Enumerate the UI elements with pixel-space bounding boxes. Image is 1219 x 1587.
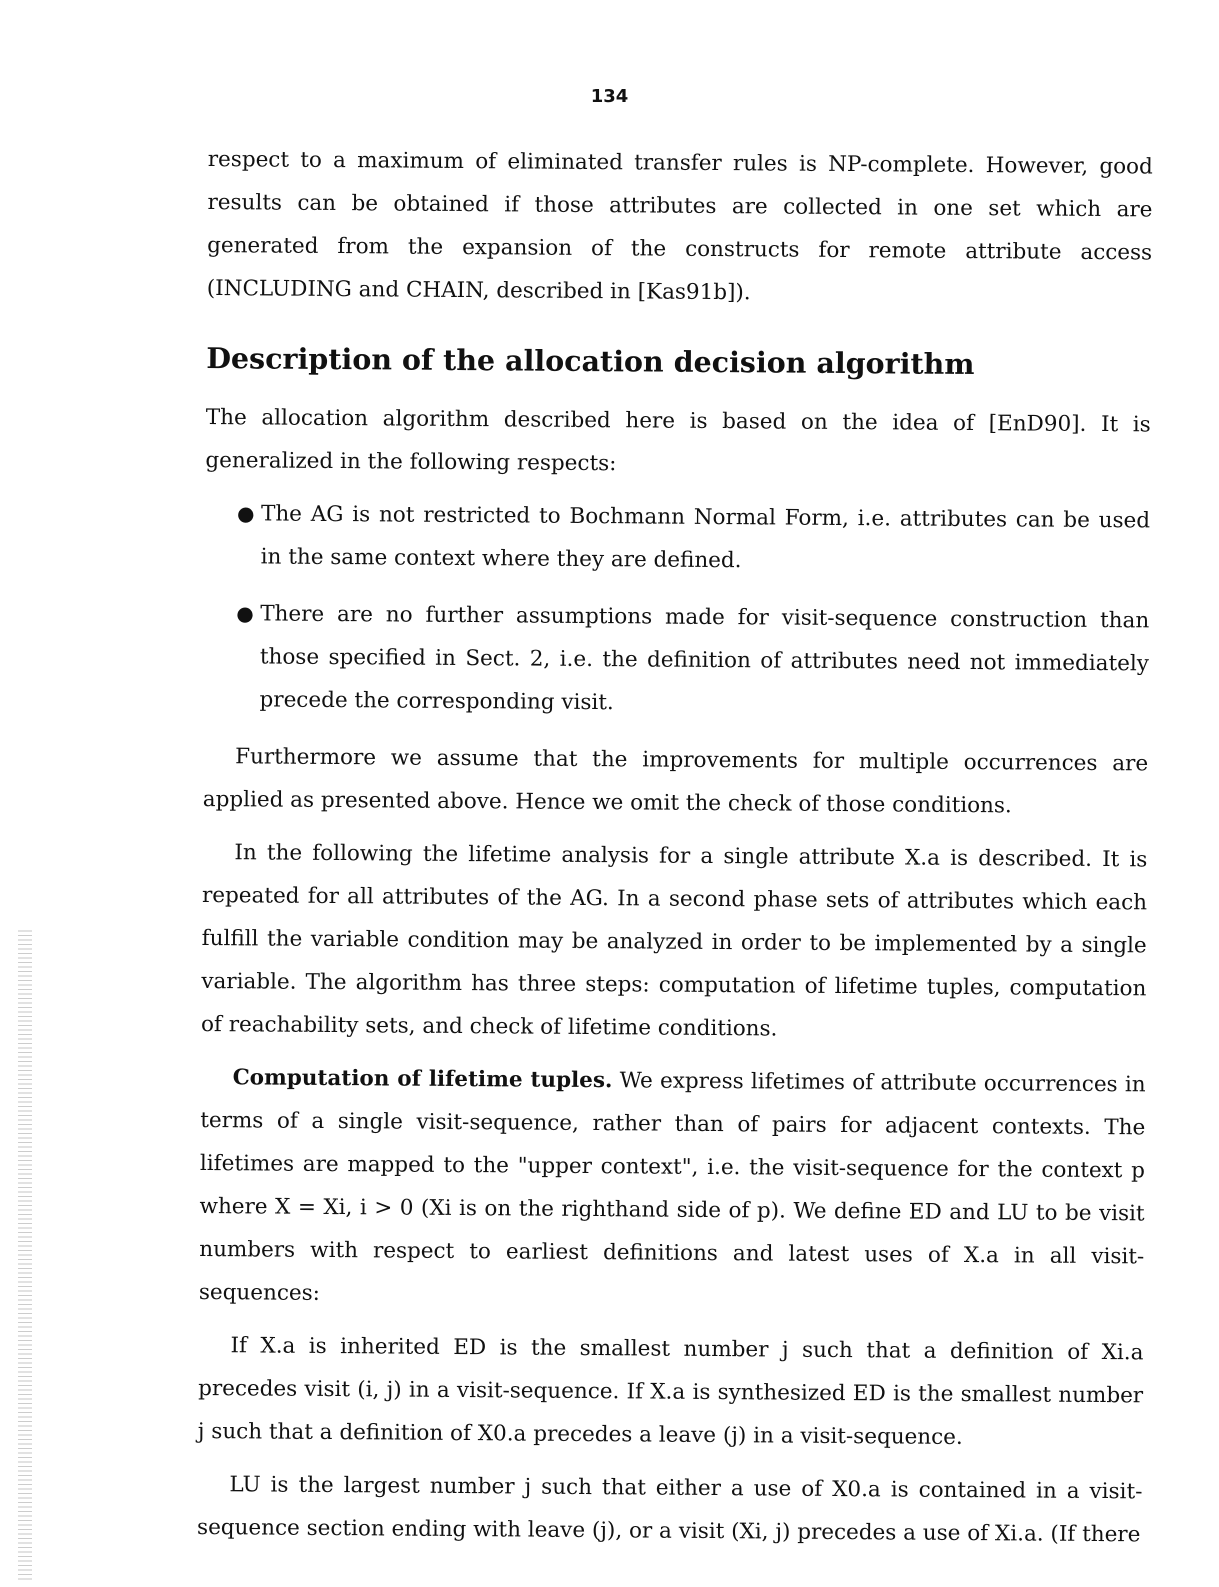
lifetime-analysis-paragraph: In the following the lifetime analysis for a single attribute X.a is described. It is repeated for all attributes of the AG. In a second phase sets of attributes which each fulfill the variable condition may be analyzed in order to be implemented by a single variable. The algorithm has three steps: computation of lifetime tuples, computation of reachability sets, and check of lifetime conditions. [200,840,1148,1042]
algorithm-intro-paragraph: The allocation algorithm described here is based on the idea of [EnD90]. It is generalized in the following respects: [205,404,1151,477]
list-item [205,492,1151,585]
list-item-text: The AG is not restricted to Bochmann Normal Form, i.e. attributes can be used in the same context where they are defined. [260,501,1151,574]
lifetime-tuples-text: We express lifetimes of attribute occurrences in terms of a single visit-sequence, rather than of pairs for adjacent contexts. The lifetimes are mapped to the "upper context", i.e. the visit-sequence for the context p where X = Xi, i > 0 (Xi is on the righthand side of p). We define ED and LU to be visit numbers with respect to earliest definitions and latest uses of X.a in all visit-sequences: [198,1068,1146,1306]
list-item [203,592,1149,728]
intro-paragraph: respect to a maximum of eliminated transfer rules is NP-complete. However, good results can be obtained if those attributes are collected in one set which are generated from the expansion of the constructs for remote attribute access (INCLUDING and CHAIN, described in [Kas91b]). [206,146,1153,306]
page-number: 134 [590,86,629,107]
bullet-icon: ● [236,501,255,526]
generalization-list [203,492,1150,728]
ed-definition-paragraph: If X.a is inherited ED is the smallest number j such that a definition of Xi.a precedes visit (i, j) in a visit-sequence. If X.a is synthesized ED is the smallest number j such that a definition of X0.a precedes a leave (j) in a visit-sequence. [197,1333,1144,1450]
section-heading: Description of the allocation decision algorithm [206,340,975,382]
bullet-icon: ● [236,601,254,626]
lu-definition-paragraph: LU is the largest number j such that either a use of X0.a is contained in a visit-sequence section ending with leave (j), or a visit (Xi, j) precedes a use of Xi.a. (If there [196,1472,1143,1548]
list-item-text: There are no further assumptions made for visit-sequence construction than those specified in Sect. 2, i.e. the definition of attributes need not immediately precede the corresponding visit. [259,601,1150,716]
runin-heading: Computation of lifetime tuples. [232,1065,613,1094]
lifetime-tuples-paragraph [199,1056,1146,1321]
scan-edge-artifact [18,930,32,1580]
page-body [197,138,1153,1556]
assumption-paragraph: Furthermore we assume that the improvements for multiple occurrences are applied as presented above. Hence we omit the check of those conditions. [202,744,1149,819]
